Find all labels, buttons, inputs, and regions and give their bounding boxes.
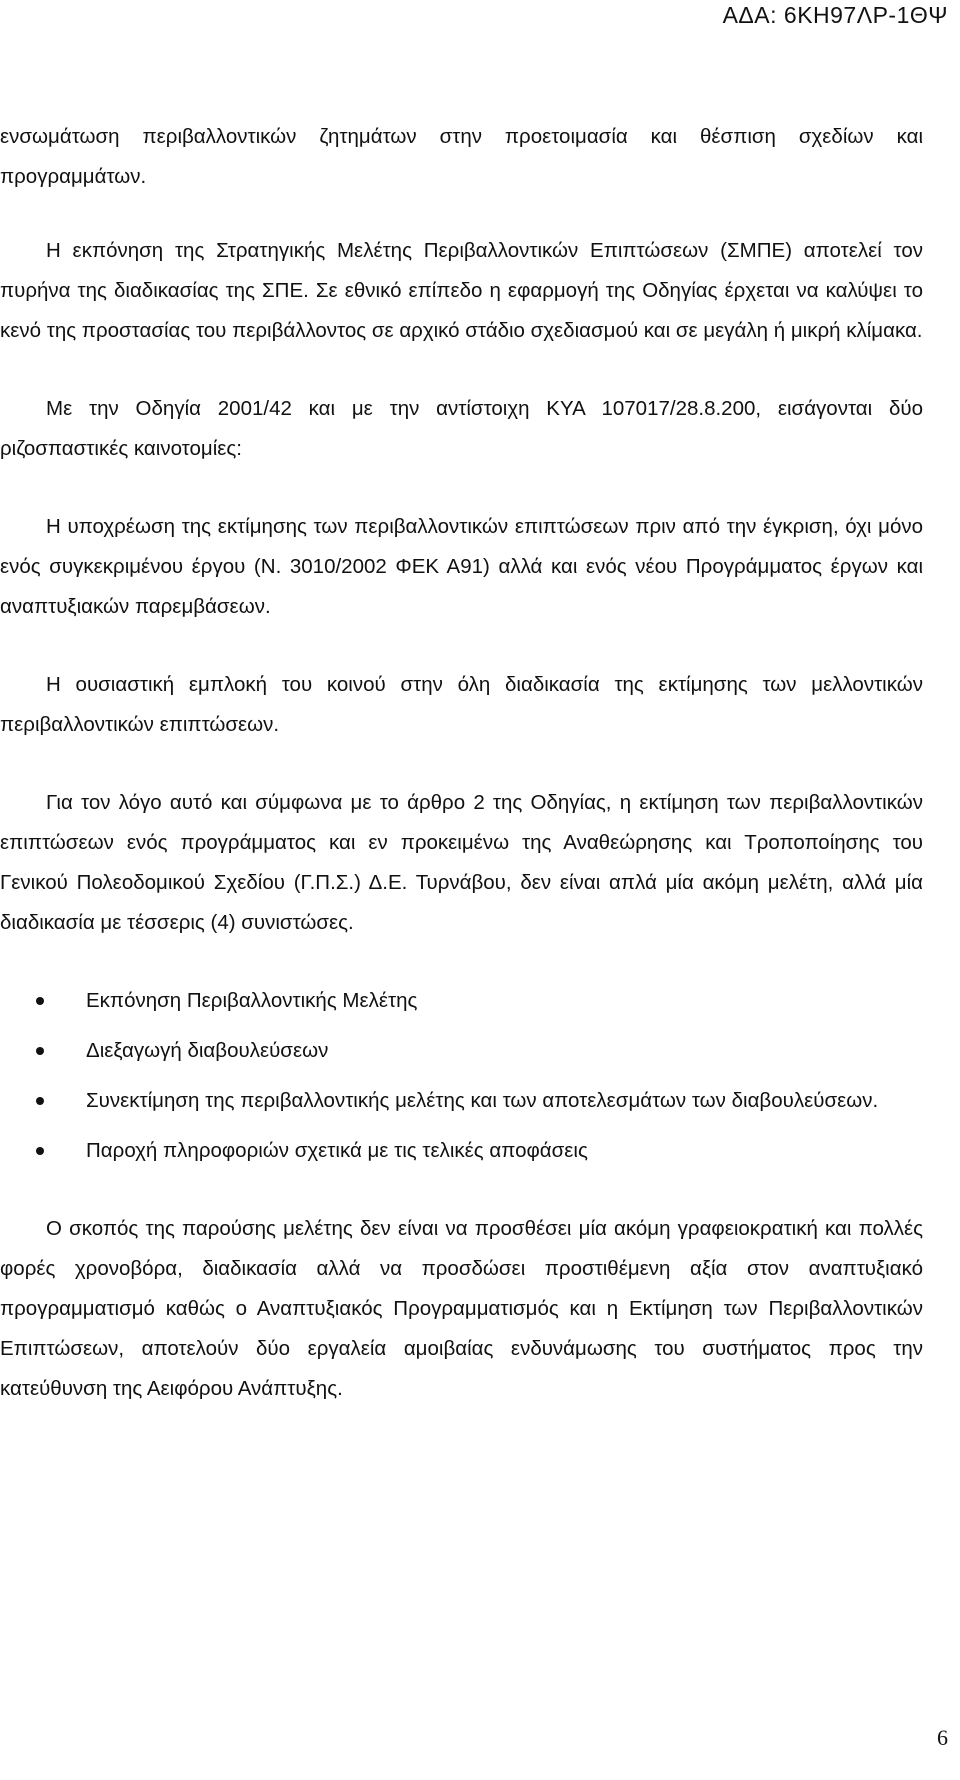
paragraph-innovation-2: Η ουσιαστική εμπλοκή του κοινού στην όλη διαδικασία της εκτίμησης των μελλοντικών περιβαλλοντικών επιπτώσεων. xyxy=(0,673,923,736)
list-item: Εκπόνηση Περιβαλλοντικής Μελέτης xyxy=(0,981,923,1021)
list-item: Συνεκτίμηση της περιβαλλοντικής μελέτης και των αποτελεσμάτων των διαβουλεύσεων. xyxy=(0,1081,923,1121)
components-list xyxy=(0,981,923,1171)
paragraph-directive: Με την Οδηγία 2001/42 και με την αντίστοιχη ΚΥΑ 107017/28.8.200, εισάγονται δύο ριζοσπαστικές καινοτομίες: xyxy=(0,397,923,460)
paragraph-article-2: Για τον λόγο αυτό και σύμφωνα με το άρθρο 2 της Οδηγίας, η εκτίμηση των περιβαλλοντικών επιπτώσεων ενός προγράμματος και εν προκειμένω της Αναθεώρησης και Τροποποίησης του Γενικού Πολεοδομικού Σχεδίου (Γ.Π.Σ.) Δ.Ε. Τυρνάβου, δεν είναι απλά μία ακόμη μελέτη, αλλά μία διαδικασία με τέσσερις (4) συνιστώσες. xyxy=(0,791,923,934)
list-item: Παροχή πληροφοριών σχετικά με τις τελικές αποφάσεις xyxy=(0,1131,923,1171)
paragraph-continuation: ενσωμάτωση περιβαλλοντικών ζητημάτων στην προετοιμασία και θέσπιση σχεδίων και προγραμμάτων. xyxy=(0,125,923,188)
list-item: Διεξαγωγή διαβουλεύσεων xyxy=(0,1031,923,1071)
page-content xyxy=(0,117,923,1447)
paragraph-innovation-1: Η υποχρέωση της εκτίμησης των περιβαλλοντικών επιπτώσεων πριν από την έγκριση, όχι μόνο ενός συγκεκριμένου έργου (Ν. 3010/2002 ΦΕΚ Α91) αλλά και ενός νέου Προγράμματος έργων και αναπτυξιακών παρεμβάσεων. xyxy=(0,515,923,618)
document-id: ΑΔΑ: 6ΚΗ97ΛΡ-1ΘΨ xyxy=(722,2,948,28)
page-number: 6 xyxy=(937,1725,948,1750)
paragraph-smpe: Η εκπόνηση της Στρατηγικής Μελέτης Περιβαλλοντικών Επιπτώσεων (ΣΜΠΕ) αποτελεί τον πυρήνα της διαδικασίας της ΣΠΕ. Σε εθνικό επίπεδο η εφαρμογή της Οδηγίας έρχεται να καλύψει το κενό της προστασίας του περιβάλλοντος σε αρχικό στάδιο σχεδιασμού και σε μεγάλη ή μικρή κλίμακα. xyxy=(0,239,923,342)
paragraph-purpose: Ο σκοπός της παρούσης μελέτης δεν είναι να προσθέσει μία ακόμη γραφειοκρατική και πολλές φορές χρονοβόρα, διαδικασία αλλά να προσδώσει προστιθέμενη αξία στον αναπτυξιακό προγραμματισμό καθώς ο Αναπτυξιακός Προγραμματισμός και η Εκτίμηση των Περιβαλλοντικών Επιπτώσεων, αποτελούν δύο εργαλεία αμοιβαίας ενδυνάμωσης του συστήματος προς την κατεύθυνση της Αειφόρου Ανάπτυξης. xyxy=(0,1217,923,1400)
